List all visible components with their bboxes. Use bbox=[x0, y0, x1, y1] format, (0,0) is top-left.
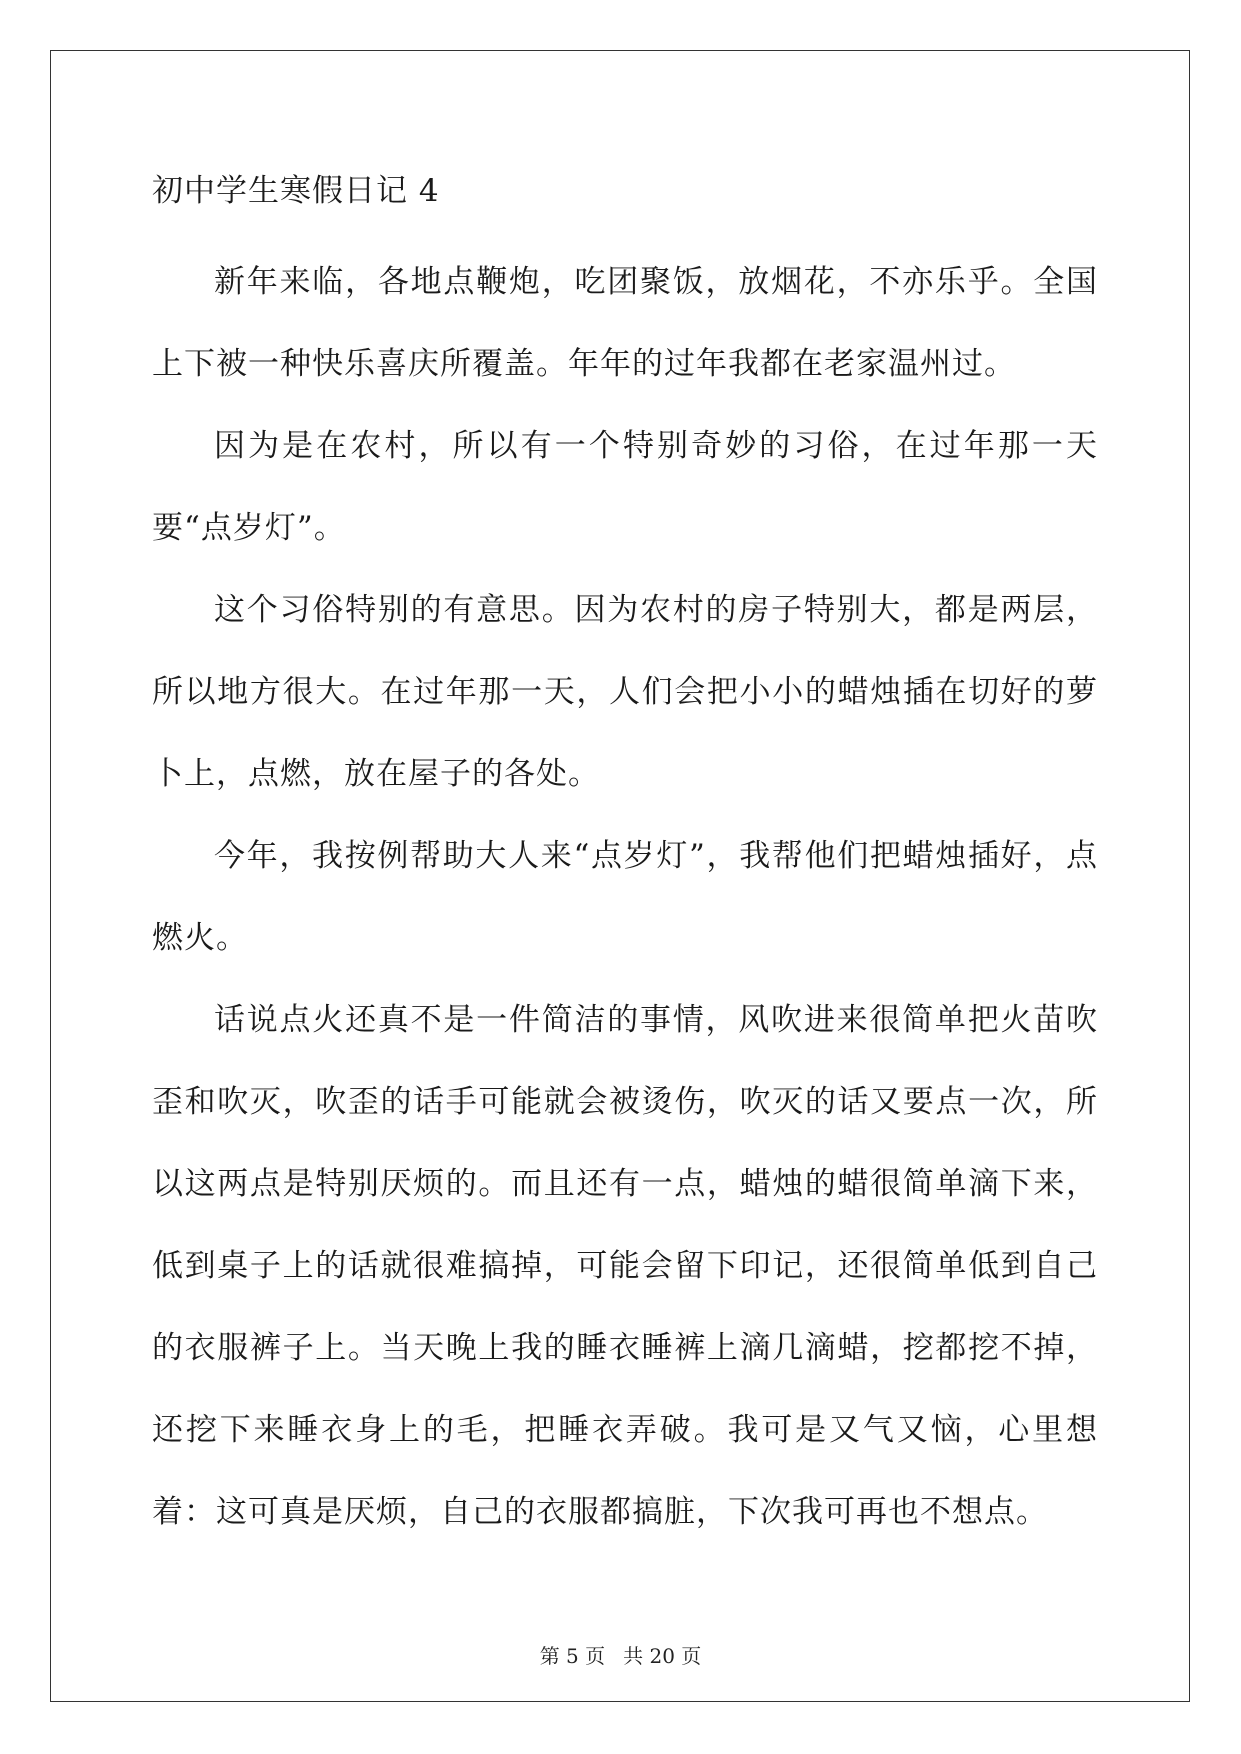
paragraph-2: 因为是在农村，所以有一个特别奇妙的习俗，在过年那一天要“点岁灯”。 bbox=[152, 428, 1098, 546]
page-total: 共 20 页 bbox=[623, 1644, 702, 1668]
paragraph-1: 新年来临，各地点鞭炮，吃团聚饭，放烟花，不亦乐乎。全国上下被一种快乐喜庆所覆盖。年年的过年我都在老家温州过。 bbox=[152, 264, 1098, 382]
page-number: 第 5 页 bbox=[539, 1644, 606, 1668]
document-body bbox=[152, 166, 1098, 1553]
paragraph-5: 话说点火还真不是一件简洁的事情，风吹进来很简单把火苗吹歪和吹灭，吹歪的话手可能就会被烫伤，吹灭的话又要点一次，所以这两点是特别厌烦的。而且还有一点，蜡烛的蜡很简单滴下来，低到桌子上的话就很难搞掉，可能会留下印记，还很简单低到自己的衣服裤子上。当天晚上我的睡衣睡裤上滴几滴蜡，挖都挖不掉，还挖下来睡衣身上的毛，把睡衣弄破。我可是又气又恼，心里想着：这可真是厌烦，自己的衣服都搞脏，下次我可再也不想点。 bbox=[152, 1002, 1098, 1530]
page-footer bbox=[0, 1640, 1241, 1669]
paragraph-4: 今年，我按例帮助大人来“点岁灯”，我帮他们把蜡烛插好，点燃火。 bbox=[152, 838, 1098, 956]
paragraph-3: 这个习俗特别的有意思。因为农村的房子特别大，都是两层，所以地方很大。在过年那一天，人们会把小小的蜡烛插在切好的萝卜上，点燃，放在屋子的各处。 bbox=[152, 592, 1098, 792]
document-title: 初中学生寒假日记 4 bbox=[152, 173, 440, 209]
